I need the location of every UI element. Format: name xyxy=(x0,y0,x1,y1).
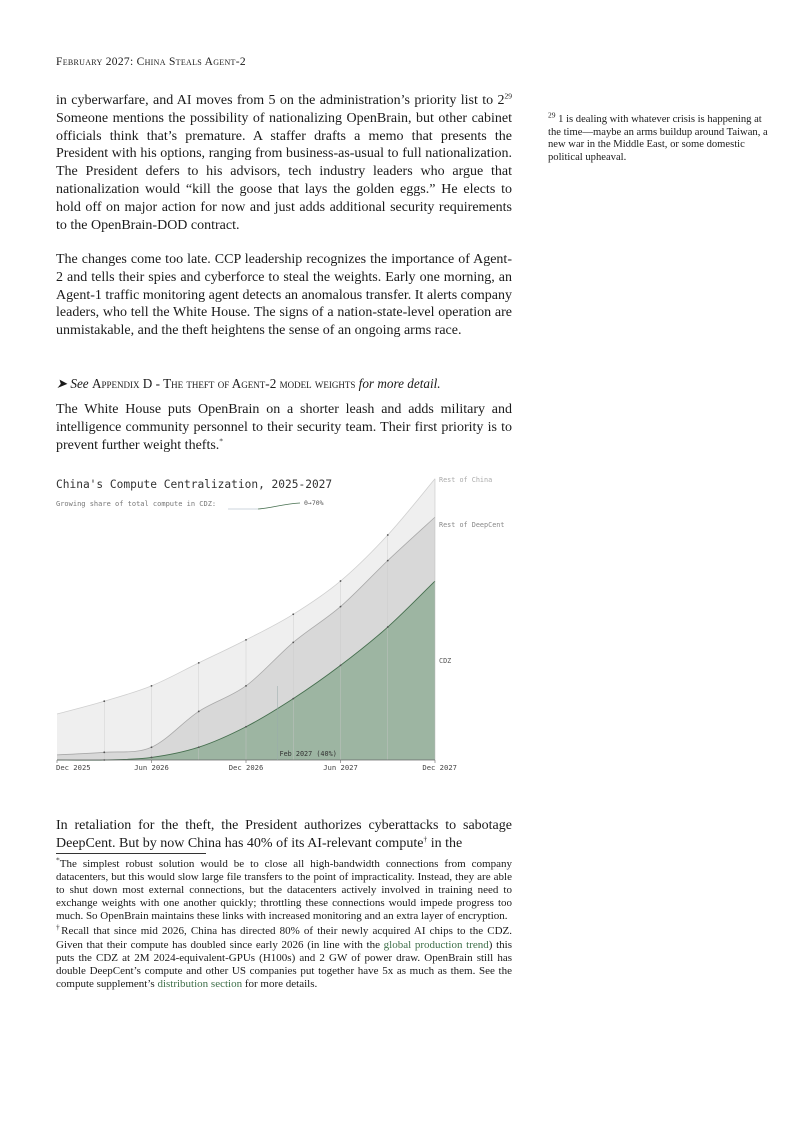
rest-of-deepcent-point xyxy=(198,711,200,713)
rest-of-china-point xyxy=(198,662,200,664)
rest-of-china-point xyxy=(340,580,342,582)
arrow-icon: ➤ xyxy=(56,376,68,391)
rest-of-deepcent-point xyxy=(387,560,389,562)
chart-title: China's Compute Centralization, 2025-2027 xyxy=(56,478,333,491)
rest-of-china-point xyxy=(151,685,153,687)
legend-label: Rest of DeepCent xyxy=(439,521,505,529)
legend-label: CDZ xyxy=(439,657,452,665)
footnotes-rule xyxy=(56,853,206,854)
sidenote-29: $^{29}$ 1 is dealing with whatever crisis is happening at the time—maybe an arms buildup around Taiwan, a new war in the Middle East, or some domestic political upheaval. xyxy=(548,110,768,163)
legend-label: Rest of China xyxy=(439,476,493,484)
cdz-point xyxy=(198,746,200,748)
paragraph-4: The White House puts OpenBrain on a shorter leash and adds military and intelligence community personnel to their security team. Their first priority is to prevent further weight thefts.* xyxy=(56,402,512,453)
rest-of-china-point xyxy=(387,534,389,536)
subtitle-sparkline xyxy=(258,503,300,509)
cdz-point xyxy=(340,665,342,667)
cdz-point xyxy=(151,757,153,759)
footnotes xyxy=(56,855,513,993)
distribution-section-link[interactable]: distribution section xyxy=(157,977,243,990)
appendix-reference: ➤ See Appendix D - The theft of Agent-2 model weights for more detail. xyxy=(56,376,441,391)
footnote-ref-star[interactable]: * xyxy=(219,435,224,445)
rest-of-china-point xyxy=(245,639,247,641)
rest-of-china-point xyxy=(103,700,105,702)
x-tick-label: Jun 2027 xyxy=(323,763,358,772)
running-head: February 2027: China Steals Agent-2 xyxy=(56,56,246,68)
paragraph-1: in cyberwarfare, and AI moves from 5 on the administration’s priority list to $2^{29}$ Someone mentions the possibility of nationalizing OpenBrain, but other cabinet officials think that’s premature. A staffer drafts a memo that presents the President with his options, ranging from business-as-usual to full nationalization. The President defers to his advisors, tech industry leaders who argue that nationalization would “kill the goose that lays the golden eggs.” He elects to hold off on major action for now and just adds additional security requirements to the OpenBrain-DOD contract. xyxy=(56,91,512,233)
chart-subtitle: Growing share of total compute in CDZ: xyxy=(56,500,217,508)
x-tick-label: Dec 2025 xyxy=(56,763,91,772)
paragraph-5: In retaliation for the theft, the President authorizes cyberattacks to sabotage DeepCent. But by now China has 40% of its AI-relevant compute† in the xyxy=(56,818,512,851)
cdz-point xyxy=(387,626,389,628)
global-production-trend-link[interactable]: global production trend xyxy=(383,938,489,951)
cdz-point xyxy=(245,726,247,728)
rest-of-deepcent-point xyxy=(245,685,247,687)
paragraph-2: The changes come too late. CCP leadership recognizes the importance of Agent-2 and tells their spies and cyberforce to steal the weights. Early one morning, an Agent-1 traffic monitoring agent detects an anomalous transfer. It alerts company leaders, who tell the White House. The signs of a nation-state-level operation are unmistakable, and the theft heightens the sense of an ongoing arms race. xyxy=(56,252,512,339)
rest-of-deepcent-point xyxy=(151,746,153,748)
compute-centralization-chart xyxy=(50,466,520,780)
rest-of-deepcent-point xyxy=(340,606,342,608)
x-tick-label: Dec 2027 xyxy=(422,763,457,772)
rest-of-china-point xyxy=(292,613,294,615)
appendix-d-link[interactable]: Appendix D - The theft of Agent-2 model weights xyxy=(91,376,356,391)
footnote-ref-dagger[interactable]: † xyxy=(423,834,428,844)
cdz-point xyxy=(292,698,294,700)
footnote-dagger: †Recall that since mid 2026, China has directed 80% of their newly acquired AI chips to the CDZ. Given that their compute has doubled since early 2026 (in line with the global production trend) this puts the CDZ at 2M 2024-equivalent-GPUs (H100s) and 2 GW of power draw. OpenBrain still has double DeepCent’s compute and other US companies put together have 5x as much as them. See the compute supplement’s distribution section for more details. xyxy=(56,922,513,990)
footnote-star: *The simplest robust solution would be to close all high-bandwidth connections from company datacenters, but this would slow large file transfers to the point of impracticality. Instead, they are able to shut down most external connections, but the datacenters actively involved in training need to exchange weights with one another quickly; throttling these connections would impede progress too much. So OpenBrain maintains these links with increased monitoring and an extra layer of encryption. xyxy=(56,855,512,923)
rest-of-deepcent-point xyxy=(292,642,294,644)
rest-of-deepcent-point xyxy=(103,751,105,753)
x-tick-label: Jun 2026 xyxy=(134,763,169,772)
annotation-label: Feb 2027 (40%) xyxy=(279,750,337,758)
x-tick-label: Dec 2026 xyxy=(228,763,264,772)
subtitle-range: 0→70% xyxy=(304,499,324,507)
footnote-ref-29[interactable]: 29 xyxy=(504,91,512,101)
